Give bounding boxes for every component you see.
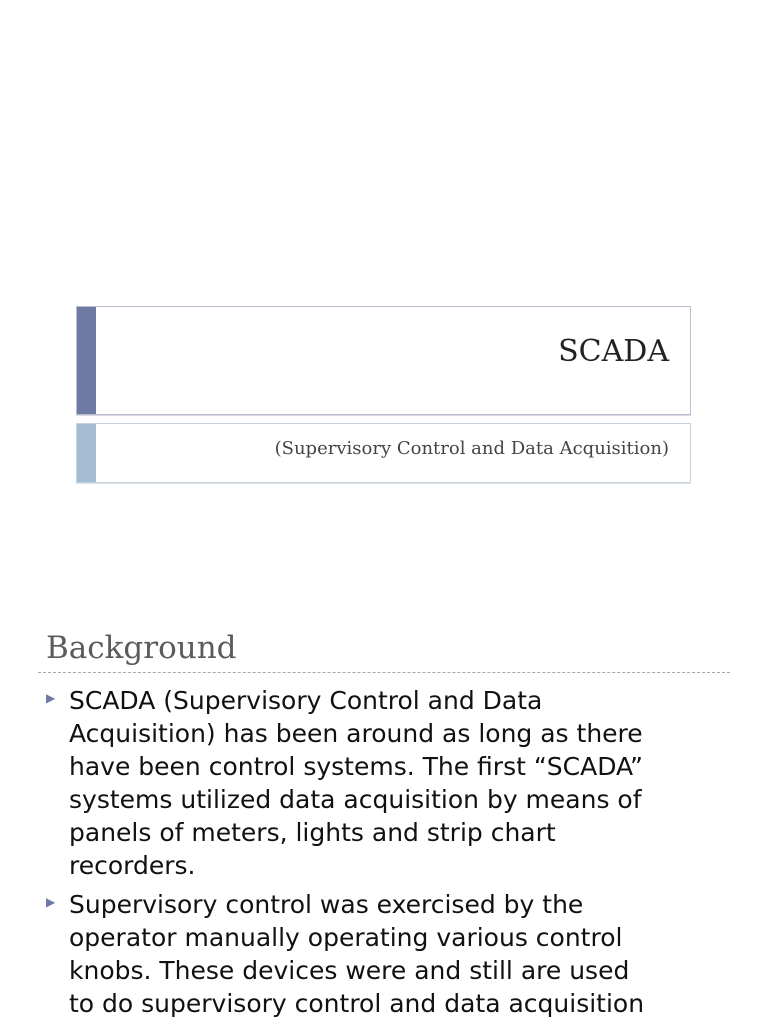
bullet-text: SCADA (Supervisory Control and Data Acquisition) has been around as long as there have been control systems. The first “SCADA” systems utilized data acquisition by means of panels of meters, lights and strip chart recorders.: [69, 686, 644, 880]
bullet-text: Supervisory control was exercised by the operator manually operating various control knobs. These devices were and still are used to do supervisory control and data acquisition: [69, 890, 645, 1018]
bullet-item: [46, 684, 736, 882]
slide-subtitle: (Supervisory Control and Data Acquisition): [274, 438, 669, 459]
subtitle-box: [76, 423, 691, 483]
title-box: [76, 306, 691, 415]
triangle-bullet-icon: ▶: [46, 895, 56, 909]
section-heading: Background: [46, 630, 237, 666]
subtitle-accent-bar: [77, 424, 96, 482]
slide-title: SCADA: [558, 334, 669, 369]
bullet-item: [46, 888, 736, 1020]
title-accent-bar: [77, 307, 96, 414]
heading-divider: [38, 672, 730, 673]
bullet-list: [46, 684, 736, 1026]
triangle-bullet-icon: ▶: [46, 691, 56, 705]
